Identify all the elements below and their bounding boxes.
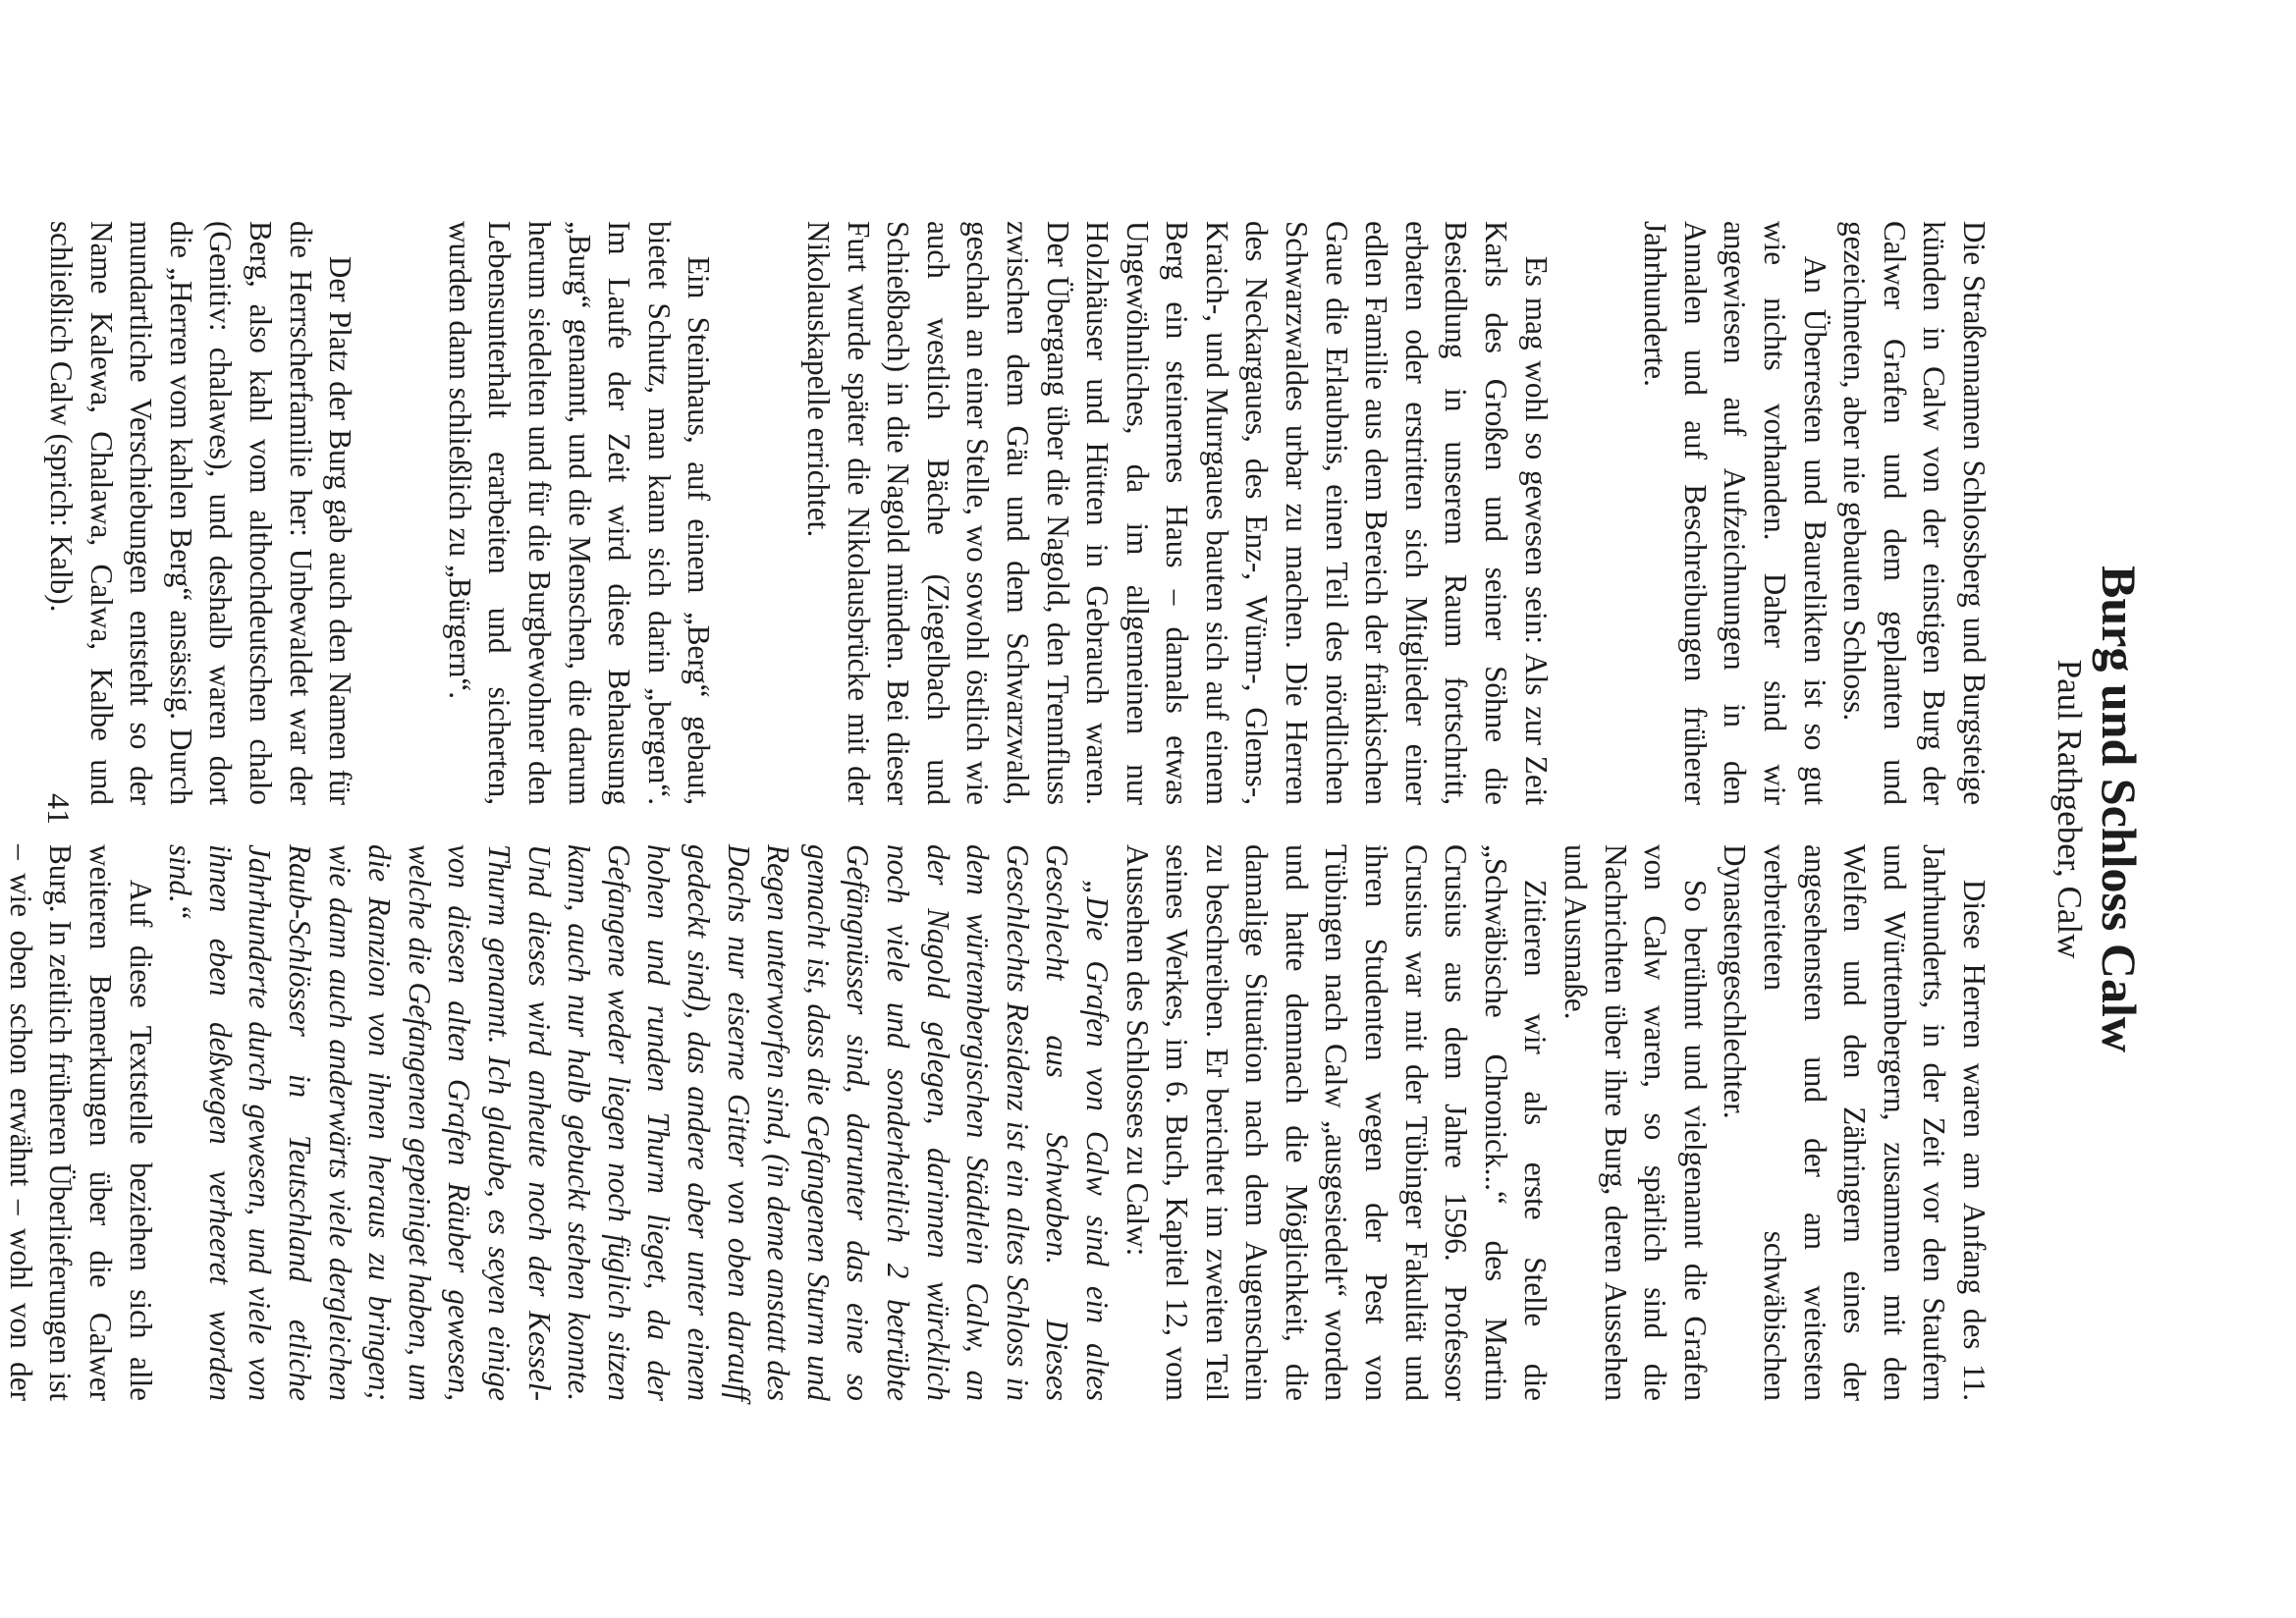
paragraph: Auf diese Textstelle beziehen sich alle weiteren Bemerkungen über die Calwer Burg. In zeitlich früheren Überlieferungen ist – wie oben schon erwähnt – wohl von der [3,844,158,1401]
left-text-column [40,221,1994,805]
paragraph: Es mag wohl so gewesen sein: Als zur Zeit Karls des Großen und seiner Söhne die Besiedlung in unserem Raum fortschritt, erbaten oder erstritten sich Mitglieder einer edlen Familie aus dem Bereich der fränkischen Gaue die Erlaubnis, einen Teil des nördlichen Schwarzwaldes urbar zu machen. Die Herren des Neckargaues, des Enz-, Würm-, Glems-, Kraich-, und Murrgaues bauten sich auf einem Berg ein steinernes Haus – damals etwas Ungewöhnliches, da im allgemeinen nur Holzhäuser und Hütten in Gebrauch waren. Der Übergang über die Nagold, den Trennfluss zwischen dem Gäu und dem Schwarzwald, geschah an einer Stelle, wo sowohl östlich wie auch westlich Bäche (Ziegelbach und Schießbach) in die Nagold münden. Bei dieser Furt wurde später die Nikolausbrücke mit der Nikolauskapelle errichtet. [800,221,1554,805]
page-number: 41 [41,793,77,825]
paragraph: Der Platz der Burg gab auch den Namen für die Herrscherfamilie her: Unbewaldet war der Berg, also kahl vom althochdeutschen chalo (Genitiv: chalawes), und deshalb waren dort die „Herren vom kahlen Berg“ ansässig. Durch mundartliche Verschiebungen entsteht so der Name Kalewa, Chalawa, Calwa, Kalbe und schließlich Calw (sprich: Kalb). [44,221,358,805]
paragraph: So berühmt und vielgenannt die Grafen von Calw waren, so spärlich sind die Nachrichten über ihre Burg, deren Aussehen und Ausmaße. [1558,844,1713,1401]
article-title: Burg und Schloss Calw [2092,566,2147,1052]
article-author: Paul Rathgeber, Calw [2050,659,2089,959]
quotation-paragraph: „Die Grafen von Calw sind ein altes Geschlecht aus Schwaben. Dieses Geschlechts Residenz ist ein altes Schloss in dem würtembergischen Städtlein Calw, an der Nagold gelegen, darinnen würcklich noch viele und sonderheitlich 2 betrübte Gefängnüsser sind, darunter das eine so gemacht ist, dass die Gefangenen Sturm und Regen unterworfen sind, (in deme anstatt des Dachs nur eiserne Gitter von oben darauff gedeckt sind), das andere aber unter einem hohen und runden Thurm lieget, da der Gefangene weder liegen noch füglich sitzen kann, auch nur halb gebuckt stehen konnte. Und dieses wird anheute noch der Kessel-Thurm genannt. Ich glaube, es seyen einige von diesen alten Grafen Räuber gewesen, welche die Gefangenen gepeiniget haben, um die Ranzion von ihnen heraus zu bringen; wie dann auch anderwärts viele dergleichen Raub-Schlösser in Teutschland etliche Jahrhunderte durch gewesen, und viele von ihnen eben deßwegen verheeret worden sind.“ [163,844,1115,1401]
paragraph: Ein Steinhaus, auf einem „Berg“ gebaut, bietet Schutz, man kann sich darin „bergen“. Im Laufe der Zeit wird diese Behausung „Burg“ genannt, und die Menschen, die darum herum siedelten und für die Burgbewohner den Lebensunterhalt erarbeiten und sicherten, wurden dann schließlich zu „Bürgern“. [442,221,717,805]
paragraph: Die Straßennamen Schlossberg und Burgsteige künden in Calw von der einstigen Burg der Calwer Grafen und dem geplanten und gezeichneten, aber nie gebauten Schloss. [1837,221,1992,805]
paragraph: An Überresten und Baurelikten ist so gut wie nichts vorhanden. Daher sind wir angewiesen auf Aufzeichnungen in den Annalen und auf Beschreibungen früherer Jahrhunderte. [1638,221,1832,805]
paragraph: Zitieren wir als erste Stelle die „Schwäbische Chronick...“ des Martin Crusius aus dem Jahre 1596. Professor Crusius war mit der Tübinger Fakultät und ihren Studenten wegen der Pest von Tübingen nach Calw „ausgesiedelt“ worden und hatte demnach die Möglichkeit, die damalige Situation nach dem Augenschein zu beschreiben. Er berichtet im zweiten Teil seines Werkes, im 6. Buch, Kapitel 12, vom Aussehen des Schlosses zu Calw: [1120,844,1554,1401]
right-text-column [0,844,1994,1401]
paragraph: Diese Herren waren am Anfang des 11. Jahrhunderts, in der Zeit vor den Staufern und Württembergern, zusammen mit den Welfen und den Zähringern eines der angesehensten und der am weitesten verbreiteten schwäbischen Dynastengeschlechter. [1718,844,1992,1401]
